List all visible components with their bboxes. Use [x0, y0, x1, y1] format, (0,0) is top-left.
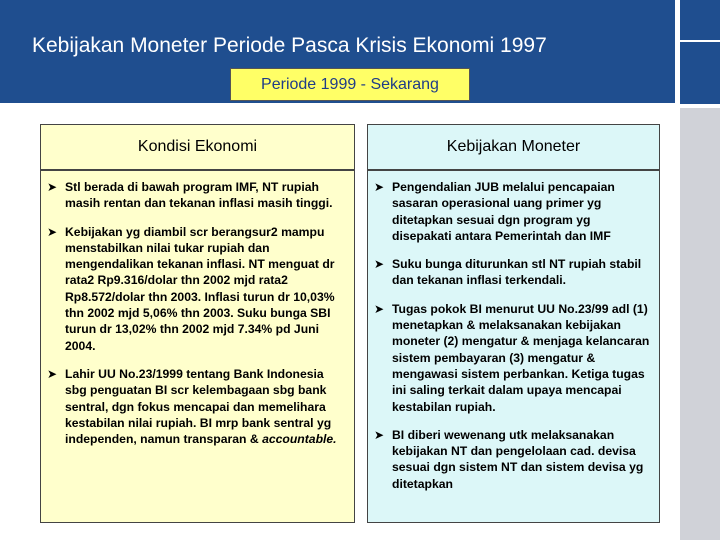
arrow-bullet-icon: ➤ [374, 180, 385, 194]
economic-conditions-panel [40, 170, 355, 523]
list-item [374, 301, 653, 415]
arrow-bullet-icon: ➤ [47, 366, 58, 381]
arrow-bullet-icon: ➤ [47, 180, 58, 194]
list-item [374, 256, 653, 289]
list-item-text: BI diberi wewenang utk melaksanakan kebijakan NT dan pengelolaan cad. devisa sesuai dgn sistem NT dan sistem devisa yg ditetapkan [392, 427, 644, 491]
arrow-bullet-icon: ➤ [374, 301, 385, 316]
monetary-policy-panel [367, 170, 660, 523]
arrow-bullet-icon: ➤ [47, 224, 58, 239]
list-item [47, 366, 348, 447]
list-item-text: Stl berada di bawah program IMF, NT rupiah masih rentan dan tekanan inflasi masih tinggi. [65, 180, 333, 211]
list-item [374, 427, 653, 492]
list-item [47, 224, 348, 354]
list-item-text: Tugas pokok BI menurut UU No.23/99 adl (1) menetapkan & melaksanakan kebijakan moneter (2) mengatur & menjaga kelancaran sistem pembayaran (3) mengatur & mengawasi sistem perbankan. Ketiga tugas ini saling terkait dalam upaya mencapai kestabilan rupiah. [392, 301, 650, 414]
left-panel-heading: Kondisi Ekonomi [40, 124, 355, 170]
period-label: Periode 1999 - Sekarang [230, 68, 470, 101]
side-decoration [680, 0, 720, 540]
list-item [47, 179, 348, 212]
list-item-text: Kebijakan yg diambil scr berangsur2 mampu menstabilkan nilai tukar rupiah dan mengendalikan tekanan inflasi. NT menguat dr rata2 Rp9.316/dolar thn 2002 mjd rata2 Rp8.572/dolar thn 2003. Inflasi turun dr 10,03% thn 2002 mjd 5,06% thn 2003. Suku bunga SBI turun dr 13,02% thn 2002 mjd 7.34% pd Juni 2004. [65, 224, 335, 353]
list-item-text: Suku bunga diturunkan stl NT rupiah stabil dan tekanan inflasi terkendali. [392, 257, 642, 288]
list-item [374, 179, 653, 244]
slide-title: Kebijakan Moneter Periode Pasca Krisis Ekonomi 1997 [32, 34, 547, 57]
list-item-text: Pengendalian JUB melalui pencapaian sasaran operasional uang primer yg ditetapkan sesuai dgn program yg disepakati antara Pemerintah dan IMF [392, 180, 615, 243]
list-item-text: Lahir UU No.23/1999 tentang Bank Indonesia sbg penguatan BI scr kelembagaan sbg bank sentral, dgn fokus mencapai dan memelihara kestabilan nilai rupiah. BI mrp bank sentral yg independen, namun transparan & [65, 366, 332, 447]
arrow-bullet-icon: ➤ [374, 257, 385, 272]
right-panel-heading: Kebijakan Moneter [367, 124, 660, 170]
arrow-bullet-icon: ➤ [374, 427, 385, 442]
list-item-italic-text: accountable. [262, 432, 337, 447]
